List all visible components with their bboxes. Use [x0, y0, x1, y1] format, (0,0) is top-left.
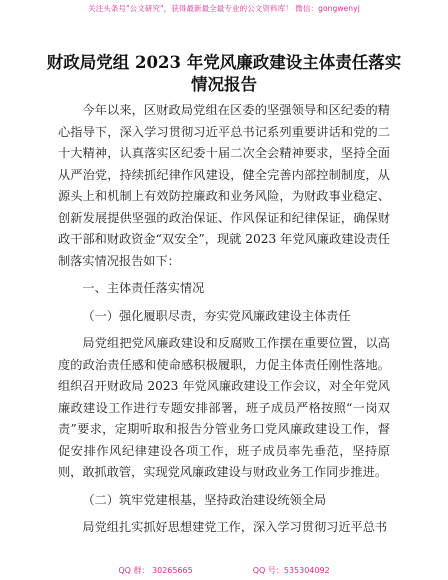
- top-banner-text: 关注头条号"公文研究"，获得最新最全最专业的公文资料库！ 微信：gongwenyj: [88, 3, 360, 13]
- body-paragraph-2: 局党组扎实抓好思想建党工作，深入学习贯彻习近平总书: [82, 520, 388, 534]
- qq-group-text: QQ 群： 30265665: [118, 566, 193, 575]
- document-title-line-1: 财政局党组 2023 年党风廉政建设主体责任落实: [46, 53, 402, 72]
- document-body: [58, 100, 390, 539]
- document-title-line-2: 情况报告: [191, 75, 257, 94]
- section-heading-1: 一、主体责任落实情况: [82, 281, 205, 295]
- subsection-heading-1: （一）强化履职尽责，夯实党风廉政建设主体责任: [82, 308, 351, 323]
- top-banner: [0, 0, 448, 40]
- subsection-heading-2: （二）筑牢党建根基，坚持政治建设统领全局: [82, 492, 327, 507]
- document-title: [40, 52, 408, 96]
- bottom-banner: [0, 565, 448, 579]
- qq-number-text: QQ 号：535304092: [252, 566, 330, 575]
- body-paragraph-1: 局党组把党风廉政建设和反腐败工作摆在重要位置，以高度的政治责任感和使命感积极履职，力促主体责任刚性落地。组织召开财政局 2023 年党风廉政建设工作会议，对全年党风廉政建设工作进行专题安排部署，班子成员严格按照“一岗双责”要求，定期听取和报告分管业务口党风廉政建设工作，督促安排作风纪律建设各项工作，班子成员率先垂范，坚持原则，敢抓敢管，实现党风廉政建设与财政业务工作同步推进。: [58, 336, 390, 479]
- intro-paragraph: 今年以来，区财政局党组在区委的坚强领导和区纪委的精心指导下，深入学习贯彻习近平总书记系列重要讲话和党的二十大精神，认真落实区纪委十届二次全会精神要求，坚持全面从严治党，持续抓纪律作风建设，健全完善内部控制制度，从源头上和机制上有效防控廉政和业务风险，为财政事业稳定、创新发展提供坚强的政治保证、作风保证和纪律保证，确保财政干部和财政资金“双安全”，现就 2023 年党风廉政建设责任制落实情况报告如下：: [58, 103, 390, 268]
